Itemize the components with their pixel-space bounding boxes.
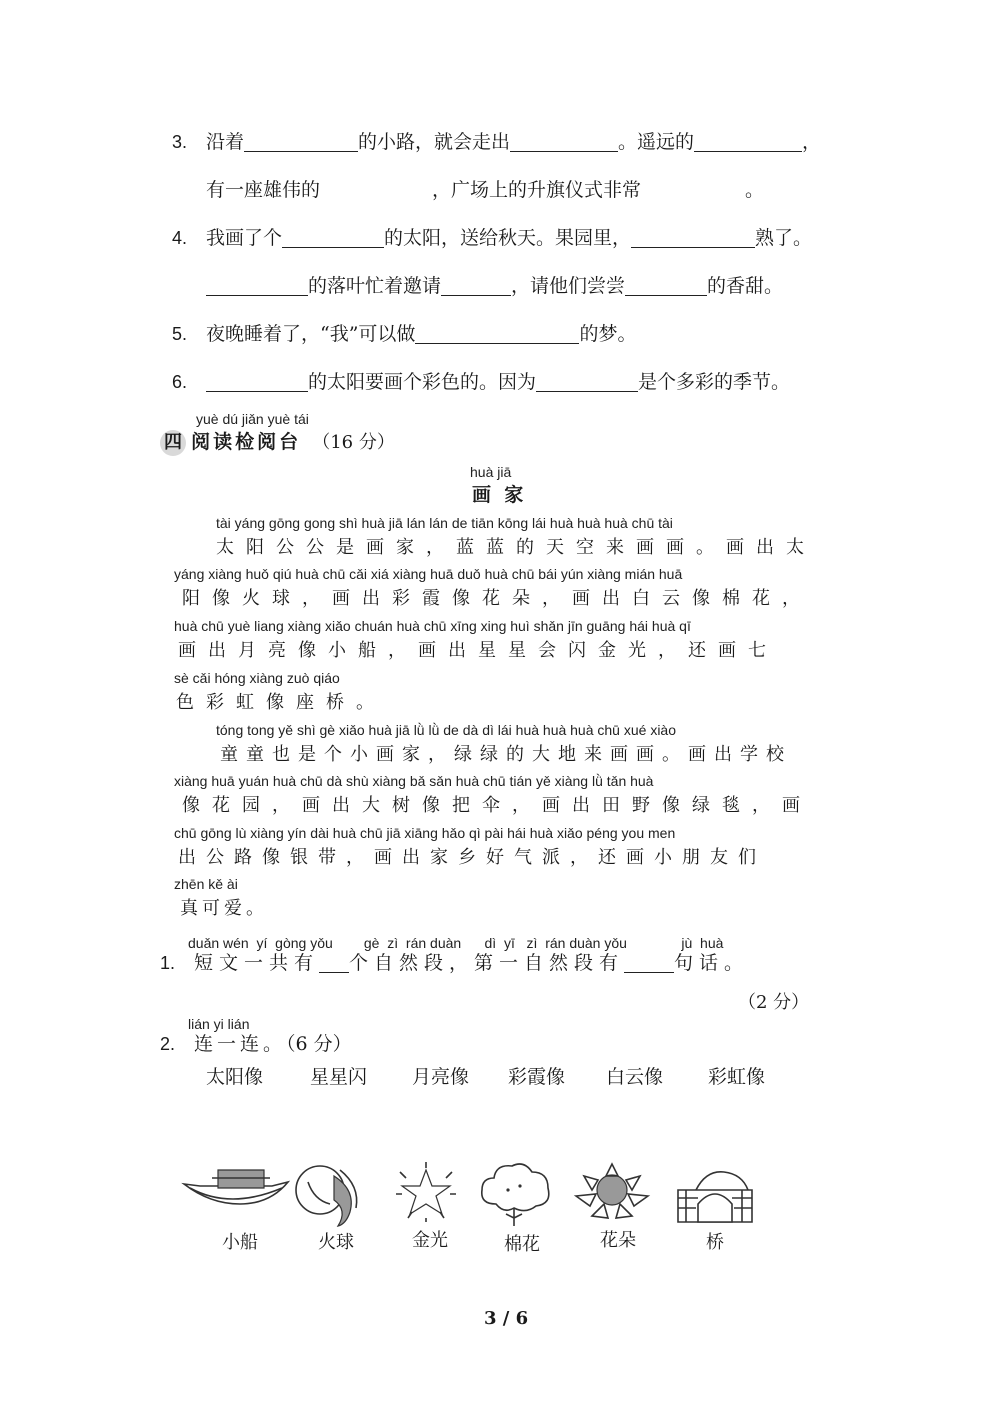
- match-word[interactable]: 白云像: [606, 1066, 664, 1088]
- story-text: 出公路像银带，画出家乡好气派，还画小朋友们: [178, 847, 766, 868]
- bridge-icon[interactable]: [676, 1164, 754, 1226]
- story-pinyin: chū gōng lù xiàng yín dài huà chū jiā xiāng hǎo qì pài hái huà xiǎo péng you men: [174, 825, 676, 841]
- question-1-pinyin: duǎn wén yí gòng yǒu gè zì rán duàn dì yī zì rán duàn yǒu jù huà: [188, 935, 724, 951]
- section-header: [160, 427, 395, 456]
- match-word[interactable]: 星星闪: [310, 1066, 368, 1088]
- answer-blank[interactable]: [694, 131, 802, 152]
- answer-blank[interactable]: [206, 371, 308, 392]
- story-pinyin: sè cǎi hóng xiàng zuò qiáo: [174, 670, 340, 686]
- question-3-line-1: 3. 沿着 的小路，就会走出 。遥远的 ，: [172, 128, 821, 156]
- question-number: 6.: [172, 372, 188, 392]
- fireball-icon[interactable]: [290, 1160, 362, 1230]
- story-pinyin: xiàng huā yuán huà chū dà shù xiàng bǎ sǎn huà chū tián yě xiàng lǜ tǎn huà: [174, 773, 654, 789]
- question-2-pinyin: lián yi lián: [188, 1016, 250, 1032]
- question-1-score: （2 分）: [738, 992, 810, 1013]
- section-badge: 四: [160, 430, 186, 456]
- story-title-pinyin: huà jiā: [470, 464, 512, 480]
- answer-blank[interactable]: [319, 952, 349, 973]
- question-1: 1. 短文一共有 个自然段，第一自然段有 句话。: [160, 949, 749, 977]
- story-text: 色彩虹像座桥。: [176, 692, 386, 713]
- answer-blank[interactable]: [625, 275, 707, 296]
- flower-icon[interactable]: [570, 1160, 654, 1222]
- story-title: 画 家: [472, 484, 524, 506]
- match-word[interactable]: 彩霞像: [508, 1066, 566, 1088]
- match-word[interactable]: 彩虹像: [708, 1066, 766, 1088]
- picture-caption: 小船: [222, 1232, 258, 1253]
- picture-caption: 棉花: [504, 1234, 540, 1255]
- story-pinyin: huà chū yuè liang xiàng xiǎo chuán huà chū xīng xing huì shǎn jīn guāng hái huà qī: [174, 618, 691, 634]
- story-text: 画出月亮像小船，画出星星会闪金光，还画七: [178, 640, 778, 661]
- question-4-line-1: 4. 我画了个 的太阳，送给秋天。果园里， 熟了。: [172, 224, 812, 252]
- section-title-pinyin: yuè dú jiǎn yuè tái: [196, 411, 309, 427]
- question-number: 2.: [160, 1034, 176, 1054]
- question-number: 3.: [172, 132, 188, 152]
- story-pinyin: tóng tong yě shì gè xiǎo huà jiā lǜ lǜ de dà dì lái huà huà huà chū xué xiào: [216, 722, 677, 738]
- boat-icon[interactable]: [180, 1160, 292, 1230]
- cotton-icon[interactable]: [476, 1160, 554, 1230]
- question-6: 6. 的太阳要画个彩色的。因为 是个多彩的季节。: [172, 368, 790, 396]
- story-pinyin: yáng xiàng huǒ qiú huà chū cǎi xiá xiàng huā duǒ huà chū bái yún xiàng mián huā: [174, 566, 683, 582]
- story-text: 太阳公公是画家，蓝蓝的天空来画画。画出太: [216, 537, 816, 558]
- star-icon[interactable]: [394, 1160, 458, 1224]
- answer-blank[interactable]: [536, 371, 638, 392]
- answer-blank[interactable]: [282, 227, 384, 248]
- question-3-line-2: 有一座雄伟的 ，广场上的升旗仪式非常 。: [206, 179, 765, 201]
- page-number: 3 / 6: [484, 1308, 529, 1329]
- question-4-line-2: 的落叶忙着邀请 ，请他们尝尝 的香甜。: [206, 272, 783, 300]
- question-2: 2. 连一连。（6 分）: [160, 1030, 352, 1058]
- story-pinyin: tài yáng gōng gong shì huà jiā lán lán de tiān kōng lái huà huà huà chū tài: [216, 515, 673, 531]
- picture-caption: 火球: [318, 1232, 354, 1253]
- answer-blank[interactable]: [510, 131, 618, 152]
- story-text: 像花园，画出大树像把伞，画出田野像绿毯，画: [182, 795, 812, 816]
- answer-blank[interactable]: [624, 952, 674, 973]
- match-word[interactable]: 月亮像: [412, 1066, 470, 1088]
- answer-blank[interactable]: [244, 131, 358, 152]
- section-title: 阅读检阅台: [191, 431, 302, 453]
- match-word[interactable]: 太阳像: [206, 1066, 264, 1088]
- story-pinyin: zhēn kě ài: [174, 876, 238, 892]
- answer-blank[interactable]: [631, 227, 755, 248]
- question-number: 1.: [160, 953, 176, 973]
- answer-blank[interactable]: [415, 323, 579, 344]
- story-text: 童童也是个小画家，绿绿的大地来画画。画出学校: [220, 744, 792, 765]
- answer-blank[interactable]: [206, 275, 308, 296]
- answer-blank[interactable]: [441, 275, 511, 296]
- story-text: 真可爱。: [180, 898, 268, 919]
- question-number: 5.: [172, 324, 188, 344]
- story-text: 阳像火球，画出彩霞像花朵，画出白云像棉花，: [182, 588, 812, 609]
- picture-caption: 桥: [706, 1232, 724, 1253]
- picture-caption: 金光: [412, 1230, 448, 1251]
- question-number: 4.: [172, 228, 188, 248]
- question-5: 5. 夜晚睡着了，“我”可以做 的梦。: [172, 320, 636, 348]
- picture-caption: 花朵: [600, 1230, 636, 1251]
- section-score: （16 分）: [312, 432, 395, 453]
